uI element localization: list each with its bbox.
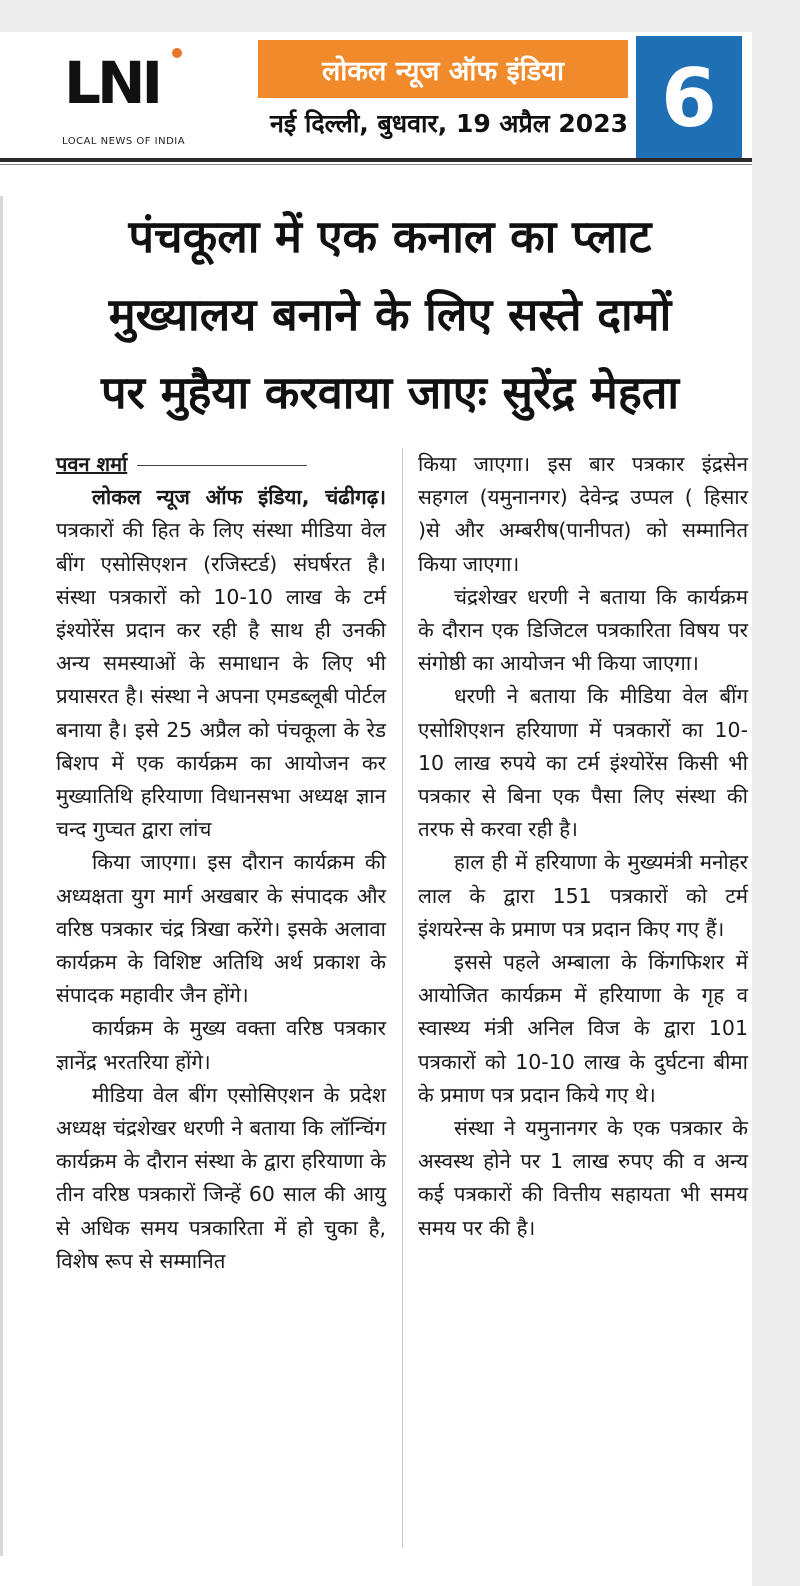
article-column-left [56,448,386,1278]
headline-line: पर मुहैया करवाया जाएः सुरेंद्र मेहता [100,366,680,419]
paragraph: हाल ही में हरियाणा के मुख्यमंत्री मनोहर लाल के द्वारा 151 पत्रकारों को टर्म इंशयरेन्स के प्रमाण पत्र प्रदान किए गए हैं। [418,850,748,941]
logo-wordmark: LNI [64,49,160,117]
paragraph: लोकल न्यूज ऑफ इंडिया, चंढीगढ़। पत्रकारों की हित के लिए संस्था मीडिया वेल बींग एसोसिएशन (रजिस्टर्ड) संघर्षरत है। संस्था पत्रकारों को 10-10 लाख के टर्म इंश्योरेंस प्रदान कर रही है साथ ही उनकी अन्य समस्याओं के समाधान के लिए भी प्रयासरत है। संस्था ने अपना एमडब्लूबी पोर्टल बनाया है। इसे 25 अप्रैल को पंचकूला के रेड बिशप में एक कार्यक्रम का आयोजन कर मुख्यातिथि हरियाणा विधानसभा अध्यक्ष ज्ञान चन्द गुप्चत द्वारा लांच [56,485,386,842]
paragraph: कार्यक्रम के मुख्य वक्ता वरिष्ठ पत्रकार ज्ञानेंद्र भरतरिया होंगे। [56,1016,386,1074]
headline-line: पंचकूला में एक कनाल का प्लाट [128,210,652,263]
article-headline [30,198,750,432]
column-divider [402,448,403,1548]
page-number-badge: 6 [636,36,742,160]
logo-subtitle: LOCAL NEWS OF INDIA [62,136,186,147]
paragraph: धरणी ने बताया कि मीडिया वेल बींग एसोशिएशन हरियाणा में पत्रकारों का 10-10 लाख रुपये का टर्म इंश्योरेंस किसी भी पत्रकार से बिना एक पैसा लिए संस्था की तरफ से करवा रही है। [418,684,748,842]
paragraph: संस्था ने यमुनानगर के एक पत्रकार के अस्वस्थ होने पर 1 लाख रुपए की व अन्य कई पत्रकारों की वित्तीय सहायता भी समय समय पर की है। [418,1116,748,1240]
headline-line: मुख्यालय बनाने के लिए सस्ते दामों [108,288,672,341]
issue-dateline: नई दिल्ली, बुधवार, 19 अप्रैल 2023 [269,109,628,138]
paragraph: मीडिया वेल बींग एसोसिएशन के प्रदेश अध्यक्ष चंद्रशेखर धरणी ने बताया कि लॉन्चिंग कार्यक्रम के दौरान संस्था के द्वारा हरियाणा के तीन वरिष्ठ पत्रकारों जिन्हें 60 साल की आयु से अधिक समय पत्रकारिता में हो चुका है, विशेष रूप से सम्मानित [56,1082,386,1273]
byline: पवन शर्मा [56,448,386,481]
article-column-right [418,448,748,1245]
page-edge [0,196,3,1556]
paragraph: किया जाएगा। इस बार पत्रकार इंद्रसेन सहगल (यमुनानगर) देवेन्द्र उप्पल ( हिसार )से और अम्बरीष(पानीपत) को सम्मानित किया जाएगा। [418,452,748,576]
logo-dot-icon [172,48,182,58]
paragraph: चंद्रशेखर धरणी ने बताया कि कार्यक्रम के दौरान एक डिजिटल पत्रकारिता विषय पर संगोष्ठी का आयोजन भी किया जाएगा। [418,584,748,676]
header-divider-thin [0,164,752,165]
lni-logo [56,40,190,148]
paragraph: इससे पहले अम्बाला के किंगफिशर में आयोजित कार्यक्रम में हरियाणा के गृह व स्वास्थ्य मंत्री अनिल विज के द्वारा 101 पत्रकारों को 10-10 लाख के दुर्घटना बीमा के प्रमाण पत्र प्रदान किये गए थे। [418,950,748,1107]
paper-name: लोकल न्यूज ऑफ इंडिया [258,40,628,98]
lead-dateline: लोकल न्यूज ऑफ इंडिया, चंढीगढ़। [92,485,386,510]
header-divider [0,158,752,162]
paragraph: किया जाएगा। इस दौरान कार्यक्रम की अध्यक्षता युग मार्ग अखबार के संपादक और वरिष्ठ पत्रकार चंद्र त्रिखा करेंगे। इसके अलावा कार्यक्रम के विशिष्ट अतिथि अर्थ प्रकाश के संपादक महावीर जैन होंगे। [56,850,386,1008]
